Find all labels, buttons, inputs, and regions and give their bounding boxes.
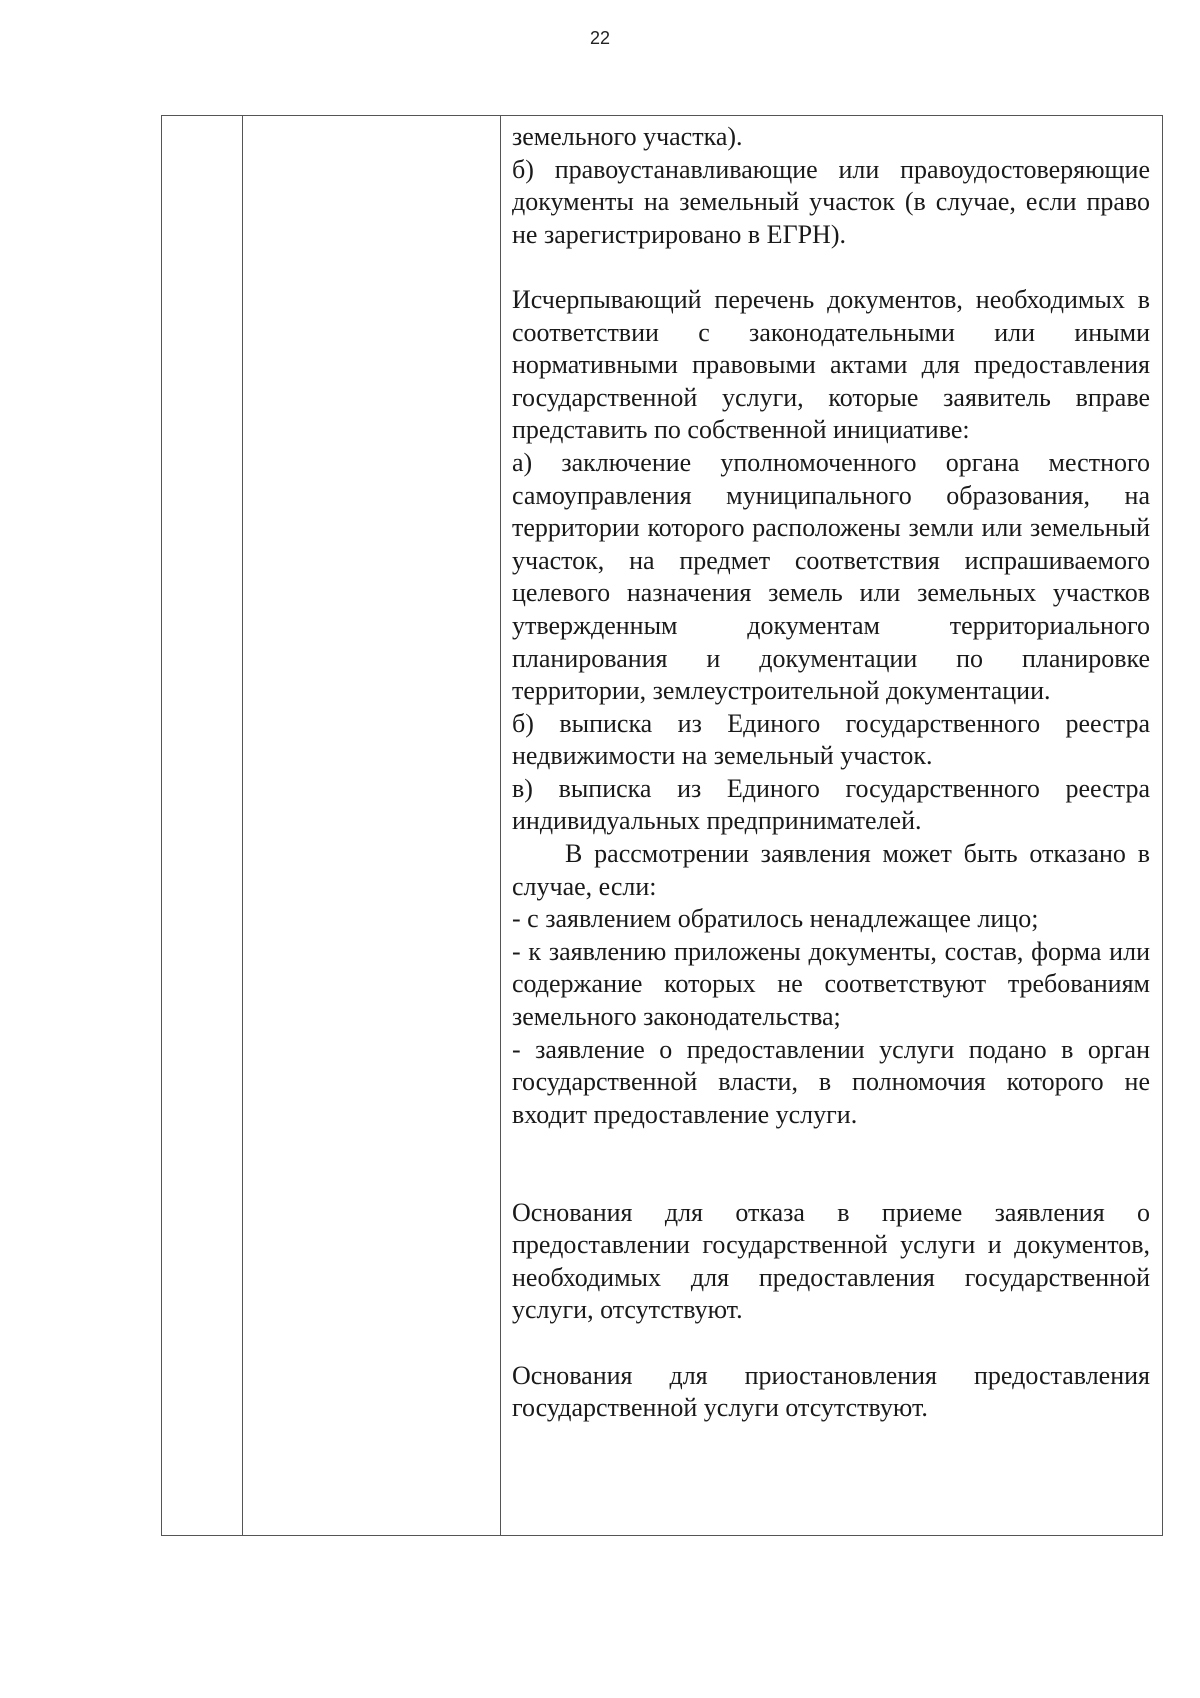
- table-row: [162, 116, 1163, 1536]
- paragraph-exhaustive-list: Исчерпывающий перечень документов, необходимых в соответствии с законодательными или иными нормативными правовыми актами для предоставления государственной услуги, которые заявитель вправе представить по собственной инициативе:: [512, 284, 1150, 445]
- paragraph-refusal-intro: В рассмотрении заявления может быть отказано в случае, если:: [512, 839, 1150, 901]
- paragraph-refusal-documents: - к заявлению приложены документы, состав, форма или содержание которых не соответствуют требованиям земельного законодательства;: [512, 936, 1150, 1032]
- paragraph-no-grounds-refusal: Основания для отказа в приеме заявления о предоставлении государственной услуги и документов, необходимых для предоставления государственной услуги, отсутствуют.: [512, 1197, 1150, 1325]
- table-cell-content: [501, 116, 1163, 1536]
- paragraph-spacer: [512, 1327, 1150, 1360]
- paragraph-land-plot-end: земельного участка).: [512, 122, 743, 151]
- paragraph-item-v-extract: в) выписка из Единого государственного реестра индивидуальных предпринимателей.: [512, 773, 1150, 836]
- paragraph-no-grounds-suspension: Основания для приостановления предоставления государственной услуги отсутствуют.: [512, 1360, 1150, 1423]
- paragraph-refusal-improper-person: - с заявлением обратилось ненадлежащее лицо;: [512, 904, 1039, 934]
- paragraph-title-documents: б) правоустанавливающие или правоудостоверяющие документы на земельный участок (в случае, если право не зарегистрировано в ЕГРН).: [512, 154, 1150, 249]
- paragraph-item-a-conclusion: а) заключение уполномоченного органа местного самоуправления муниципального образования, на территории которого расположены земли или земельный участок, на предмет соответствия испрашиваемого целевого назначения земель или земельных участков утвержденным документам территориального планирования и документации по планировке территории, землеустроительной документации.: [512, 447, 1150, 706]
- table-cell-title: [243, 116, 501, 1536]
- cell-content: [501, 116, 1162, 1425]
- document-table: [161, 115, 1163, 1536]
- paragraph-spacer: [512, 1131, 1150, 1196]
- paragraph-spacer: [512, 251, 1150, 284]
- paragraph-item-b-extract: б) выписка из Единого государственного реестра недвижимости на земельный участок.: [512, 708, 1150, 771]
- page-number: 22: [589, 28, 611, 48]
- paragraph-refusal-wrong-authority: - заявление о предоставлении услуги подано в орган государственной власти, в полномочия которого не входит предоставление услуги.: [512, 1034, 1150, 1129]
- table-cell-number: [162, 116, 243, 1536]
